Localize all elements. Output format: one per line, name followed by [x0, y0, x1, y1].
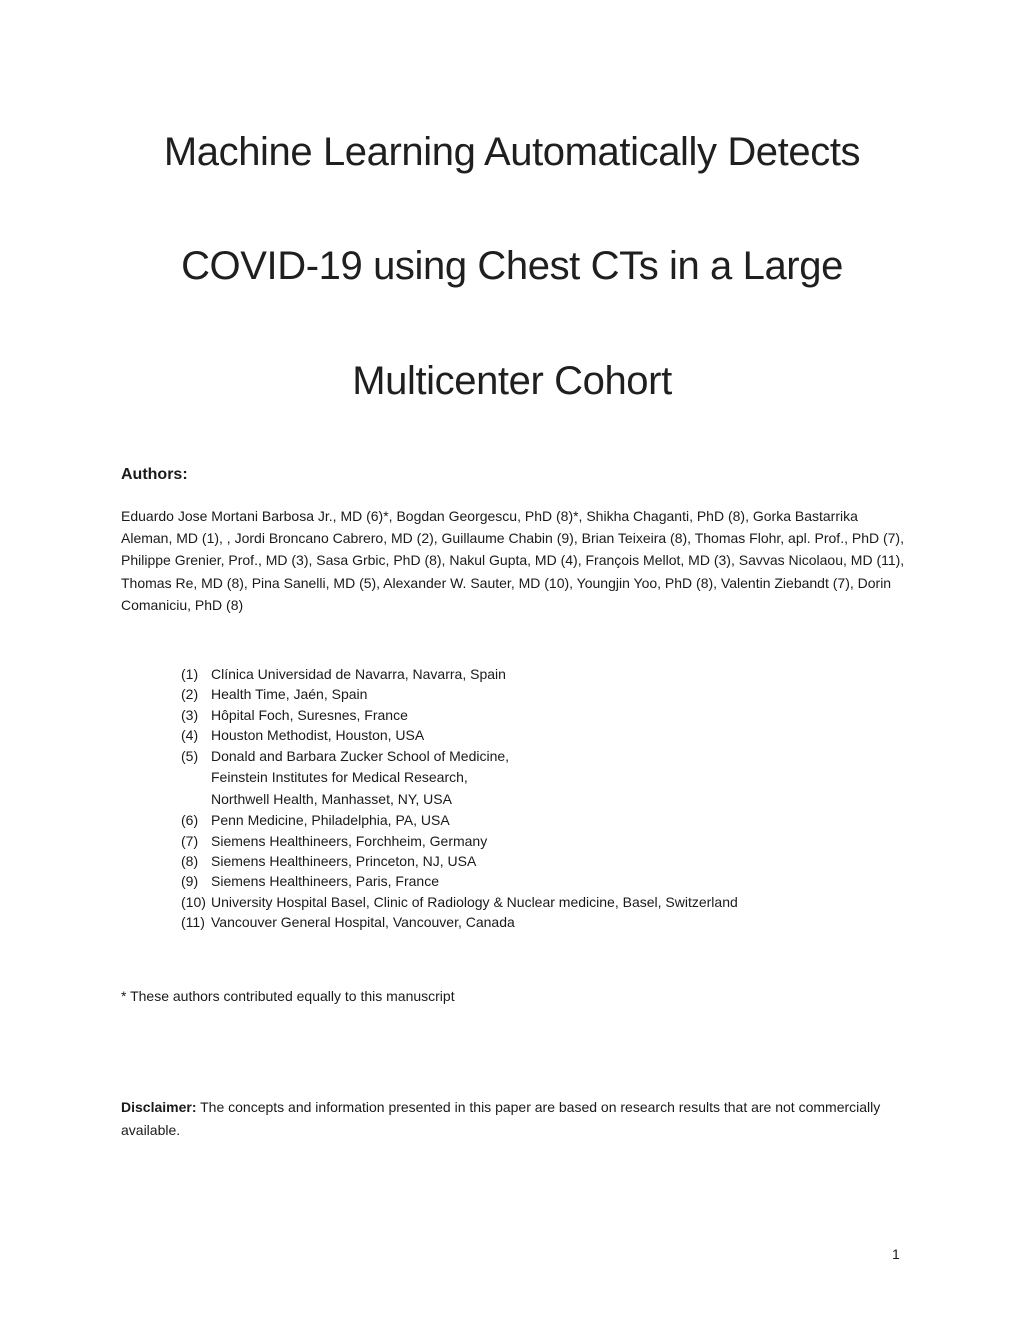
affiliation-text: University Hospital Basel, Clinic of Radiology & Nuclear medicine, Basel, Switzerland — [211, 893, 738, 910]
affiliation-text: Northwell Health, Manhasset, NY, USA — [211, 790, 452, 807]
disclaimer-text: The concepts and information presented in this paper are based on research results that are not commercially available. — [121, 1099, 881, 1138]
affiliation-number: (9) — [181, 873, 199, 890]
affiliation-number: (6) — [181, 812, 199, 829]
affiliation-number: (8) — [181, 852, 199, 869]
affiliation-number: (7) — [181, 832, 199, 849]
affiliation-item — [181, 725, 901, 745]
affiliation-text: Hôpital Foch, Suresnes, France — [211, 706, 408, 723]
affiliation-number: (3) — [181, 706, 199, 723]
affiliation-item — [181, 810, 901, 830]
affiliation-text: Feinstein Institutes for Medical Research, — [211, 769, 468, 786]
affiliation-number: (2) — [181, 686, 199, 703]
disclaimer-label: Disclaimer: — [121, 1099, 197, 1115]
title-line-2: COVID-19 using Chest CTs in a Large — [181, 244, 843, 288]
affiliation-text: Houston Methodist, Houston, USA — [211, 727, 425, 744]
affiliation-text: Vancouver General Hospital, Vancouver, Canada — [211, 914, 515, 931]
affiliation-item — [181, 912, 901, 932]
page-number: 1 — [892, 1246, 900, 1262]
affiliation-text: Siemens Healthineers, Paris, France — [211, 873, 439, 890]
affiliation-item — [181, 705, 901, 725]
affiliation-number: (1) — [181, 666, 199, 682]
affiliation-number: (11) — [181, 914, 205, 931]
affiliation-text: Clínica Universidad de Navarra, Navarra, Spain — [211, 666, 506, 682]
equal-contribution-footnote: * These authors contributed equally to this manuscript — [121, 988, 455, 1004]
affiliation-item — [181, 664, 901, 684]
disclaimer — [121, 1096, 881, 1142]
authors-heading: Authors: — [121, 466, 188, 483]
affiliation-text: Health Time, Jaén, Spain — [211, 686, 368, 703]
affiliation-item — [181, 892, 901, 912]
affiliation-item — [181, 684, 901, 704]
title-line-1: Machine Learning Automatically Detects — [163, 130, 861, 174]
affiliation-number: (4) — [181, 727, 199, 744]
affiliation-text: Siemens Healthineers, Princeton, NJ, USA — [211, 852, 477, 869]
affiliation-number: (5) — [181, 747, 199, 764]
affiliation-text: Penn Medicine, Philadelphia, PA, USA — [211, 812, 450, 829]
affiliation-text: Siemens Healthineers, Forchheim, Germany — [211, 832, 488, 849]
affiliations-list — [181, 664, 901, 933]
affiliation-item — [181, 871, 901, 891]
affiliation-text: Donald and Barbara Zucker School of Medicine, — [211, 747, 510, 764]
title-line-3: Multicenter Cohort — [352, 359, 672, 403]
affiliation-item — [181, 746, 901, 811]
affiliation-number: (10) — [181, 893, 206, 910]
affiliation-item — [181, 831, 901, 851]
authors-list: Eduardo Jose Mortani Barbosa Jr., MD (6)*, Bogdan Georgescu, PhD (8)*, Shikha Chaganti, PhD (8), Gorka Bastarrika Aleman, MD (1), , Jordi Broncano Cabrero, MD (2), Guillaume Chabin (9), Brian Teixeira (8), Thomas Flohr, apl. Prof., PhD (7), Philippe Grenier, Prof., MD (3), Sasa Grbic, PhD (8), Nakul Gupta, MD (4), François Mellot, MD (3), Savvas Nicolaou, MD (11), Thomas Re, MD (8), Pina Sanelli, MD (5), Alexander W. Sauter, MD (10), Youngjin Yoo, PhD (8), Valentin Ziebandt (7), Dorin Comaniciu, PhD (8) — [121, 508, 905, 613]
affiliation-item — [181, 851, 901, 871]
